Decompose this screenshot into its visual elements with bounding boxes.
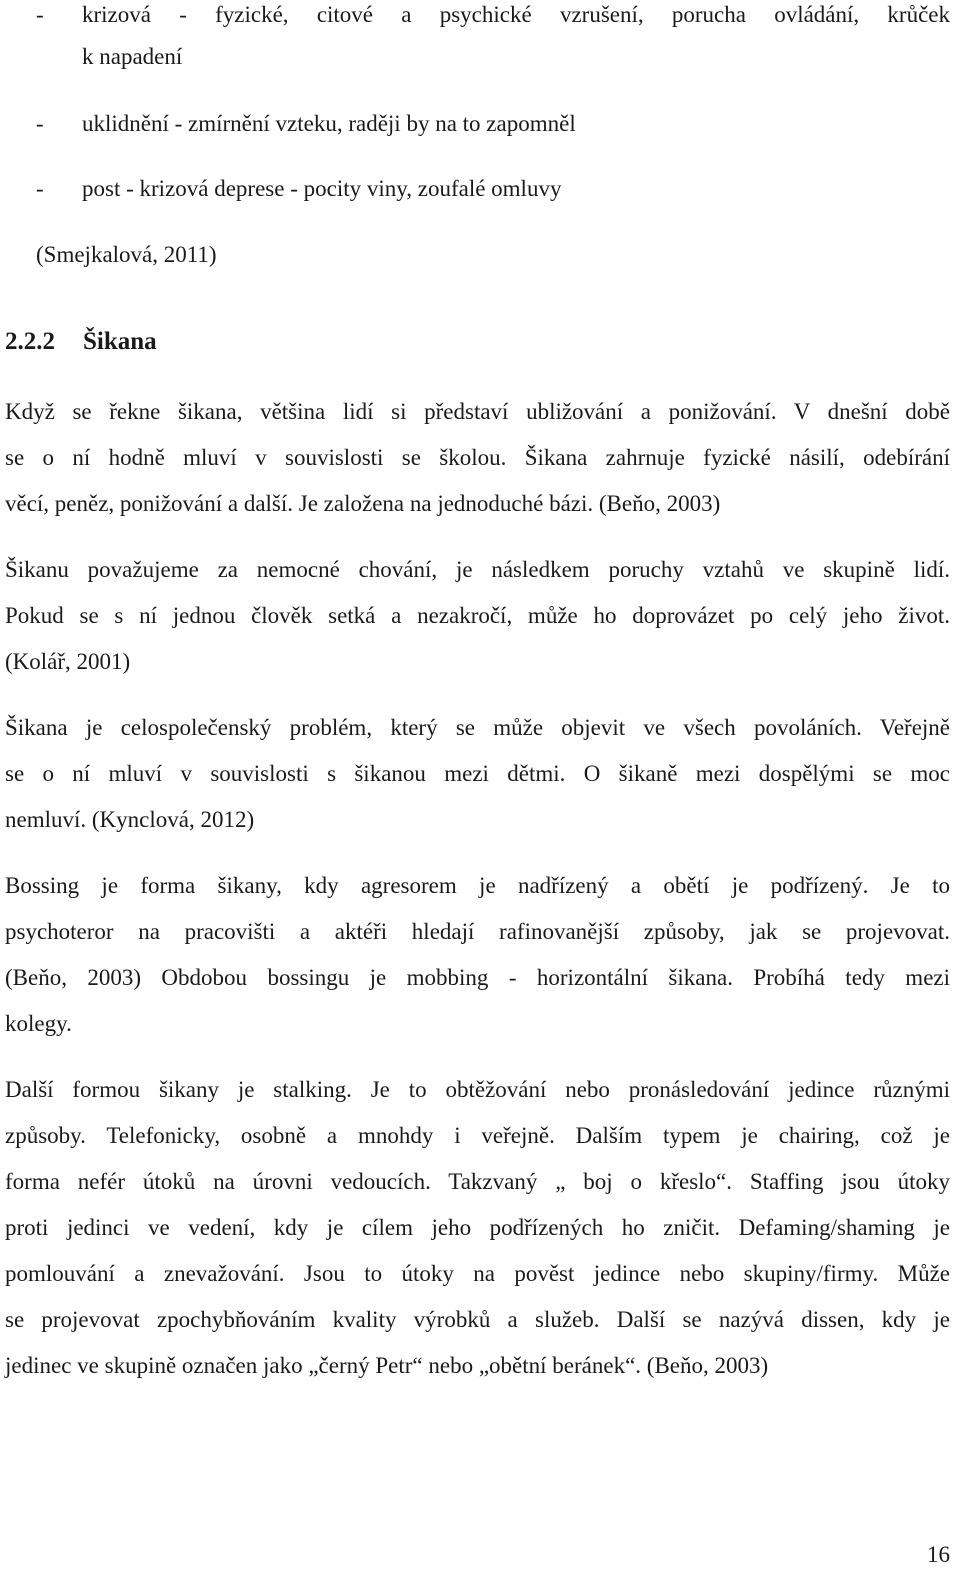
paragraph-line: věcí, peněz, ponižování a další. Je založena na jednoduché bázi. (Beňo, 2003) [5,491,721,516]
paragraph-line: nemluví. (Kynclová, 2012) [5,807,255,832]
paragraph-line: pomlouvání a znevažování. Jsou to útoky na pověst jedince nebo skupiny/firmy. Může [5,1261,950,1286]
list-dash: - [36,111,44,136]
paragraph-line: kolegy. [5,1011,72,1036]
paragraph-line: Další formou šikany je stalking. Je to obtěžování nebo pronásledování jedince různými [5,1077,950,1102]
list-item-text: post - krizová deprese - pocity viny, zoufalé omluvy [82,176,562,201]
paragraph-line: forma nefér útoků na úrovni vedoucích. Takzvaný „ boj o křeslo“. Staffing jsou útoky [5,1169,950,1194]
list-item-text: uklidnění - zmírnění vzteku, raději by na to zapomněl [82,111,576,136]
paragraph-line: Šikana je celospolečenský problém, který se může objevit ve všech povoláních. Veřejně [5,715,950,740]
paragraph-line: Pokud se s ní jednou člověk setká a nezakročí, může ho doprovázet po celý jeho život. [5,603,950,628]
page-number: 16 [927,1542,950,1567]
paragraph-line: psychoteror na pracovišti a aktéři hledají rafinovanější způsoby, jak se projevovat. [5,919,950,944]
section-number: 2.2.2 [5,328,55,355]
section-heading [5,326,157,358]
list-citation: (Smejkalová, 2011) [36,242,217,267]
paragraph-line: proti jedinci ve vedení, kdy je cílem jeho podřízených ho zničit. Defaming/shaming je [5,1215,950,1240]
paragraph-line: Šikanu považujeme za nemocné chování, je následkem poruchy vztahů ve skupině lidí. [5,557,950,582]
list-item-text-continued: k napadení [82,44,183,69]
paragraph-line: (Kolář, 2001) [5,649,131,674]
paragraph-line: způsoby. Telefonicky, osobně a mnohdy i veřejně. Dalším typem je chairing, což je [5,1123,950,1148]
paragraph-line: se projevovat zpochybňováním kvality výrobků a služeb. Další se nazývá dissen, kdy je [5,1307,950,1332]
paragraph-line: se o ní hodně mluví v souvislosti se školou. Šikana zahrnuje fyzické násilí, odebírání [5,445,950,470]
list-item-text: krizová - fyzické, citové a psychické vzrušení, porucha ovládání, krůček [82,2,950,27]
paragraph-line: Když se řekne šikana, většina lidí si představí ubližování a ponižování. V dnešní době [5,399,950,424]
list-dash: - [36,2,44,27]
list-dash: - [36,176,44,201]
paragraph-line: jedinec ve skupině označen jako „černý Petr“ nebo „obětní beránek“. (Beňo, 2003) [5,1353,769,1378]
section-title: Šikana [83,328,157,355]
paragraph-line: se o ní mluví v souvislosti s šikanou mezi dětmi. O šikaně mezi dospělými se moc [5,761,950,786]
paragraph-line: (Beňo, 2003) Obdobou bossingu je mobbing - horizontální šikana. Probíhá tedy mezi [5,965,950,990]
paragraph-line: Bossing je forma šikany, kdy agresorem je nadřízený a obětí je podřízený. Je to [5,873,950,898]
